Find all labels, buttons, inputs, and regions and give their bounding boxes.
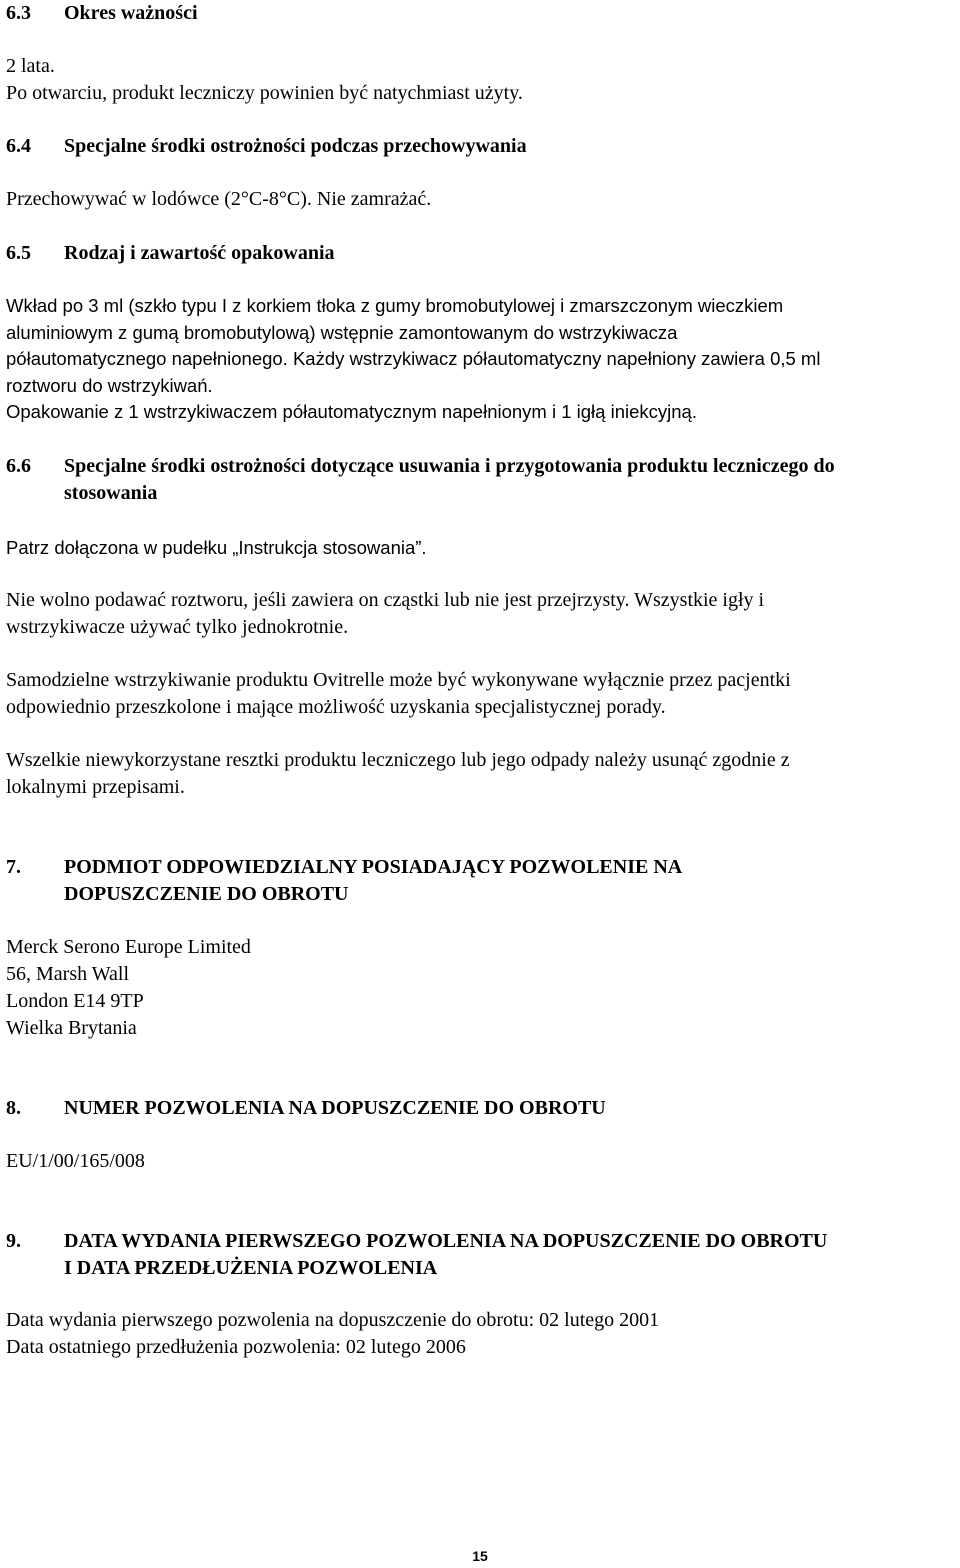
authorisation-dates: Data wydania pierwszego pozwolenia na dopuszczenie do obrotu: 02 lutego 2001 Data ostatniego przedłużenia pozwolenia: 02 lutego 2006 <box>6 1309 660 1358</box>
section-number: 8. <box>6 1097 21 1119</box>
section-6-5-heading <box>6 240 960 267</box>
section-number: 9. <box>6 1230 21 1252</box>
instructions-reference: Patrz dołączona w pudełku „Instrukcja stosowania”. <box>6 537 427 558</box>
section-6-3-heading <box>6 0 960 27</box>
packaging-description: Wkład po 3 ml (szkło typu I z korkiem tłoka z gumy bromobutylowej i zmarszczonym wieczkiem aluminiowym z gumą bromobutylową) wstępnie zamontowanym do wstrzykiwacza półautomatycznego napełnionego. Każdy wstrzykiwacz półautomatyczny napełniony zawiera 0,5 ml roztworu do wstrzykiwań. Opakowanie z 1 wstrzykiwaczem półautomatycznym napełnionym i 1 igłą iniekcyjną. <box>6 295 821 422</box>
disposal-paragraph-2: Samodzielne wstrzykiwanie produktu Ovitrelle może być wykonywane wyłącznie przez pacjentki odpowiednio przeszkolone i mające możliwość uzyskania specjalistycznej porady. <box>6 669 791 718</box>
section-title: Okres ważności <box>64 2 198 24</box>
section-title: PODMIOT ODPOWIEDZIALNY POSIADAJĄCY POZWOLENIE NA DOPUSZCZENIE DO OBROTU <box>64 856 683 905</box>
section-number: 7. <box>6 856 21 878</box>
shelf-life-text: 2 lata. Po otwarciu, produkt leczniczy powinien być natychmiast użyty. <box>6 55 523 104</box>
section-6-6-heading <box>6 453 960 507</box>
section-title: NUMER POZWOLENIA NA DOPUSZCZENIE DO OBROTU <box>64 1097 606 1119</box>
section-number: 6.4 <box>6 135 31 157</box>
section-7-heading <box>6 854 960 908</box>
section-title: Specjalne środki ostrożności dotyczące usuwania i przygotowania produktu leczniczego do stosowania <box>64 455 835 504</box>
authorisation-number: EU/1/00/165/008 <box>6 1150 145 1172</box>
section-title: Rodzaj i zawartość opakowania <box>64 242 335 264</box>
disposal-paragraph-1: Nie wolno podawać roztworu, jeśli zawiera on cząstki lub nie jest przejrzysty. Wszystkie igły i wstrzykiwacze używać tylko jednokrotnie. <box>6 589 765 638</box>
section-8-heading <box>6 1095 960 1122</box>
section-title: Specjalne środki ostrożności podczas przechowywania <box>64 135 527 157</box>
section-number: 6.5 <box>6 242 31 264</box>
section-number: 6.3 <box>6 2 31 24</box>
storage-text: Przechowywać w lodówce (2°C-8°C). Nie zamrażać. <box>6 188 432 210</box>
section-9-heading <box>6 1228 960 1282</box>
marketing-authorisation-holder-address: Merck Serono Europe Limited 56, Marsh Wall London E14 9TP Wielka Brytania <box>6 936 251 1039</box>
page-number: 15 <box>472 1548 488 1564</box>
section-title: DATA WYDANIA PIERWSZEGO POZWOLENIA NA DOPUSZCZENIE DO OBROTU I DATA PRZEDŁUŻENIA POZWOLENIA <box>64 1230 828 1279</box>
section-6-4-heading <box>6 133 960 160</box>
section-number: 6.6 <box>6 455 31 477</box>
disposal-paragraph-3: Wszelkie niewykorzystane resztki produktu leczniczego lub jego odpady należy usunąć zgodnie z lokalnymi przepisami. <box>6 749 790 798</box>
